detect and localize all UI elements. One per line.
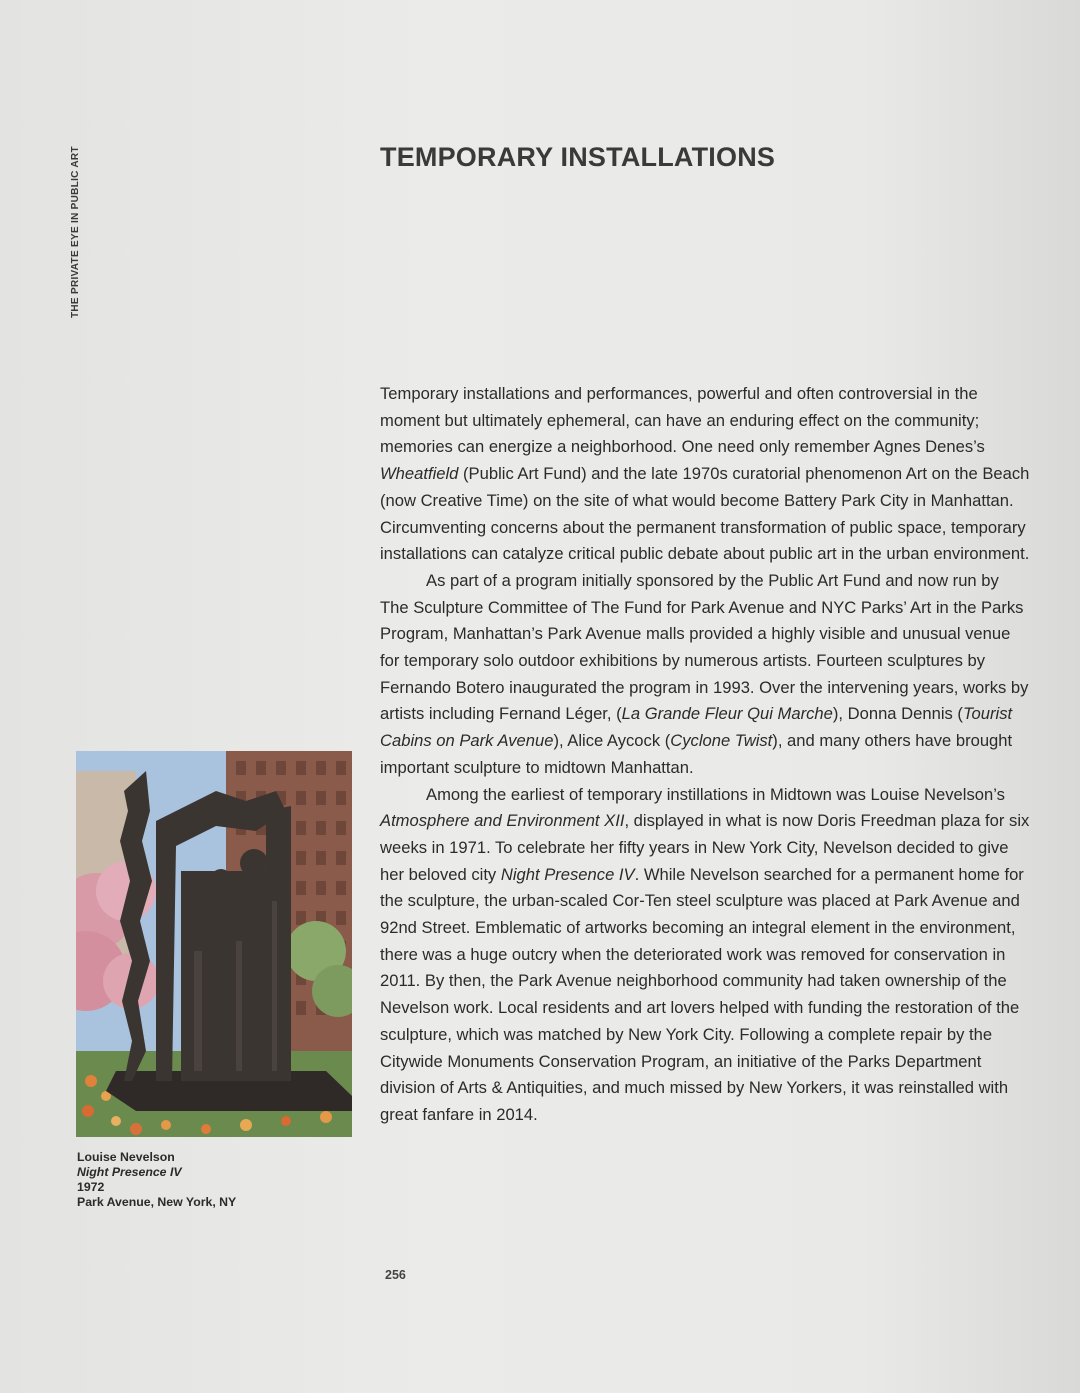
paragraph-1: Temporary installations and performances, powerful and often controversial in the moment but ultimately ephemeral, can have an enduring effect on the community; memories can energize a neighborhood. One need only remember Agnes Denes’s Wheatfield (Public Art Fund) and the late 1970s curatorial phenomenon Art on the Beach (now Creative Time) on the site of what would become Battery Park City in Manhattan. Circumventing concerns about the permanent transformation of public space, temporary installations can catalyze critical public debate about public art in the urban environment. [380, 384, 1030, 564]
work-title: Night Presence IV [500, 864, 635, 884]
sculpture-photo [76, 751, 352, 1137]
caption-artist: Louise Nevelson [77, 1150, 175, 1164]
body-text [380, 381, 1030, 1129]
work-title: Tourist Cabins on Park Avenue [380, 704, 1013, 751]
caption-work: Night Presence IV [77, 1165, 182, 1179]
page-number: 256 [385, 1268, 406, 1282]
chapter-title: TEMPORARY INSTALLATIONS [380, 142, 776, 172]
paragraph-2: As part of a program initially sponsored by the Public Art Fund and now run by The Sculpture Committee of The Fund for Park Avenue and NYC Parks’ Art in the Parks Program, Manhattan’s Park Avenue malls provided a highly visible and unusual venue for temporary solo outdoor exhibitions by numerous artists. Fourteen sculptures by Fernando Botero inaugurated the program in 1993. Over the intervening years, works by artists including Fernand Léger, (La Grande Fleur Qui Marche), Donna Dennis (Tourist Cabins on Park Avenue), Alice Aycock (Cyclone Twist), and many others have brought important sculpture to midtown Manhattan. [380, 570, 1029, 777]
caption-year: 1972 [77, 1180, 105, 1194]
work-title: Wheatfield [380, 464, 459, 484]
work-title: Atmosphere and Environment XII [380, 811, 625, 831]
paragraph-3: Among the earliest of temporary instillations in Midtown was Louise Nevelson’s Atmosphere and Environment XII, displayed in what is now Doris Freedman plaza for six weeks in 1971. To celebrate her fifty years in New York City, Nevelson decided to give her beloved city Night Presence IV. While Nevelson searched for a permanent home for the sculpture, the urban-scaled Cor-Ten steel sculpture was placed at Park Avenue and 92nd Street. Emblematic of artworks becoming an integral element in the environment, there was a huge outcry when the deteriorated work was removed for conservation in 2011. By then, the Park Avenue neighborhood community had taken ownership of the Nevelson work. Local residents and art lovers helped with funding the restoration of the sculpture, which was matched by New York City. Following a complete repair by the Citywide Monuments Conservation Program, an initiative of the Parks Department division of Arts & Antiquities, and much missed by New Yorkers, it was reinstalled with great fanfare in 2014. [380, 784, 1030, 1124]
work-title: Cyclone Twist [670, 731, 773, 751]
work-title: La Grande Fleur Qui Marche [621, 704, 833, 724]
photo-caption [77, 1150, 337, 1210]
caption-location: Park Avenue, New York, NY [77, 1195, 237, 1209]
sculpture-photo-illustration [76, 751, 352, 1137]
running-head: THE PRIVATE EYE IN PUBLIC ART [70, 146, 81, 318]
